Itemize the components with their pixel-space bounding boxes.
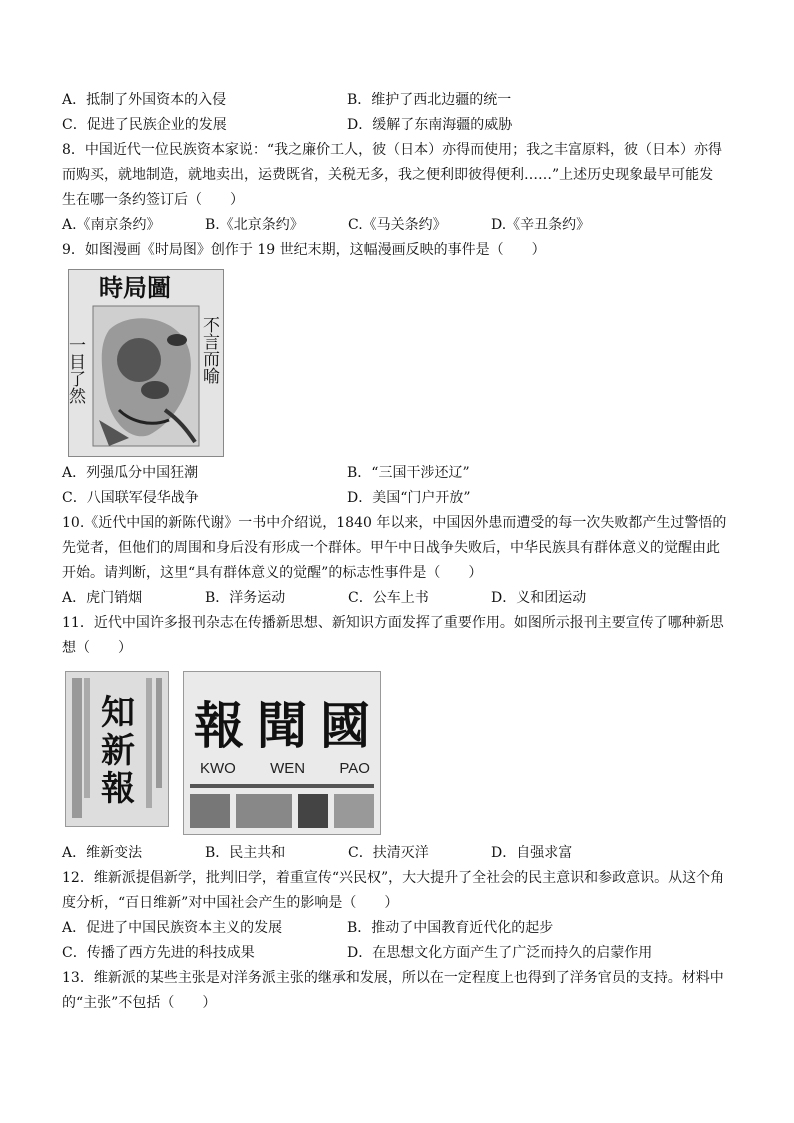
q7-options-row1 — [62, 88, 742, 113]
question-11 — [62, 611, 742, 866]
q11-option-c: C．扶清灭洋 — [348, 845, 429, 861]
q10-stem-line2: 先觉者，但他们的周围和身后没有形成一个群体。甲午中日战争失败后，中华民族具有群体意义的觉醒由此 — [62, 540, 720, 556]
q10-options — [62, 586, 742, 611]
q11-stem-line1: 11．近代中国许多报刊杂志在传播新思想、新知识方面发挥了重要作用。如图所示报刊主要宣传了哪种新思 — [62, 615, 724, 631]
q10-option-a: A．虎门销烟 — [62, 590, 143, 606]
q10-stem-line3: 开始。请判断，这里“具有群体意义的觉醒”的标志性事件是（ ） — [62, 565, 483, 581]
q12-stem-line1: 12．维新派提倡新学，批判旧学，着重宣传“兴民权”，大大提升了全社会的民主意识和参政意识。从这个角 — [62, 870, 725, 886]
guowen-bao-title — [194, 686, 374, 758]
q8-option-d: D.《辛丑条约》 — [491, 217, 591, 233]
q12-options-row1 — [62, 916, 742, 941]
q12-option-a: A．促进了中国民族资本主义的发展 — [62, 920, 283, 936]
q9-option-c: C．八国联军侵华战争 — [62, 490, 199, 506]
q9-option-b: B．“三国干涉还辽” — [347, 465, 470, 481]
q10-option-c: C．公车上书 — [348, 590, 429, 606]
q12-options-row2 — [62, 941, 742, 966]
q11-options — [62, 841, 742, 866]
guowen-char-3: 國 — [320, 696, 374, 755]
q7-options-row2 — [62, 113, 742, 138]
q12-option-b: B．推动了中国教育近代化的起步 — [347, 920, 554, 936]
guowen-bao-romanization — [200, 760, 370, 777]
q10-option-d: D．义和团运动 — [491, 590, 587, 606]
q8-stem-line2: 而购买，就地制造，就地卖出，运费既省，关税无多，我之便利即彼得便利……”上述历史现象最早可能发 — [62, 167, 714, 183]
roman-1: KWO — [200, 760, 236, 777]
q7-option-a: A．抵制了外国资本的入侵 — [62, 92, 227, 108]
cartoon-right-caption: 不言而喻 — [199, 316, 219, 384]
q7-option-d: D．缓解了东南海疆的威胁 — [347, 117, 513, 133]
question-8 — [62, 138, 742, 238]
q8-option-a: A.《南京条约》 — [62, 217, 161, 233]
roman-3: PAO — [339, 760, 370, 777]
q11-stem-line2: 想（ ） — [62, 640, 132, 656]
zhixin-bao-title: 知新報 — [101, 693, 135, 809]
q9-options-row1 — [62, 461, 742, 486]
q11-option-a: A．维新变法 — [62, 845, 143, 861]
q9-option-d: D．美国“门户开放” — [347, 490, 471, 506]
question-13 — [62, 966, 742, 1016]
q11-option-d: D．自强求富 — [491, 845, 573, 861]
q8-options — [62, 213, 742, 238]
q8-option-b: B.《北京条约》 — [205, 217, 304, 233]
q9-option-a: A．列强瓜分中国狂潮 — [62, 465, 199, 481]
q12-option-d: D．在思想文化方面产生了广泛而持久的启蒙作用 — [347, 945, 653, 961]
q9-stem: 9．如图漫画《时局图》创作于 19 世纪末期，这幅漫画反映的事件是（ ） — [62, 242, 546, 258]
shiju-tu-illustration — [65, 270, 223, 456]
q12-stem-line2: 度分析，“百日维新”对中国社会产生的影响是（ ） — [62, 895, 399, 911]
question-12 — [62, 866, 742, 966]
newspaper-figures — [65, 671, 742, 835]
zhixin-bao-cover — [65, 671, 169, 827]
q13-stem-line2: 的“主张”不包括（ ） — [62, 995, 217, 1011]
cartoon-title: 時局圖 — [99, 273, 171, 302]
cartoon-left-caption: 一目了然 — [65, 336, 85, 404]
roman-2: WEN — [270, 760, 306, 777]
q8-stem-line1: 8．中国近代一位民族资本家说：“我之廉价工人，彼（日本）亦得而使用；我之丰富原料，彼（日本）亦得 — [62, 142, 723, 158]
guowen-char-2: 聞 — [257, 696, 311, 755]
question-9 — [62, 238, 742, 511]
guowen-bao-masthead — [183, 671, 381, 835]
guowen-char-1: 報 — [194, 696, 248, 755]
q11-option-b: B．民主共和 — [205, 845, 286, 861]
shiju-tu-cartoon — [65, 269, 224, 457]
q8-stem-line3: 生在哪一条约签订后（ ） — [62, 192, 244, 208]
q9-options-row2 — [62, 486, 742, 511]
q12-option-c: C．传播了西方先进的科技成果 — [62, 945, 255, 961]
exam-page — [62, 88, 742, 1016]
q7-option-b: B．维护了西北边疆的统一 — [347, 92, 512, 108]
q13-stem-line1: 13．维新派的某些主张是对洋务派主张的继承和发展，所以在一定程度上也得到了洋务官员的支持。材料中 — [62, 970, 724, 986]
q8-option-c: C.《马关条约》 — [348, 217, 447, 233]
q7-option-c: C．促进了民族企业的发展 — [62, 117, 227, 133]
q10-option-b: B．洋务运动 — [205, 590, 286, 606]
question-10 — [62, 511, 742, 611]
q10-stem-line1: 10.《近代中国的新陈代谢》一书中介绍说，1840 年以来，中国因外患而遭受的每一次失败都产生过警悟的 — [62, 515, 727, 531]
